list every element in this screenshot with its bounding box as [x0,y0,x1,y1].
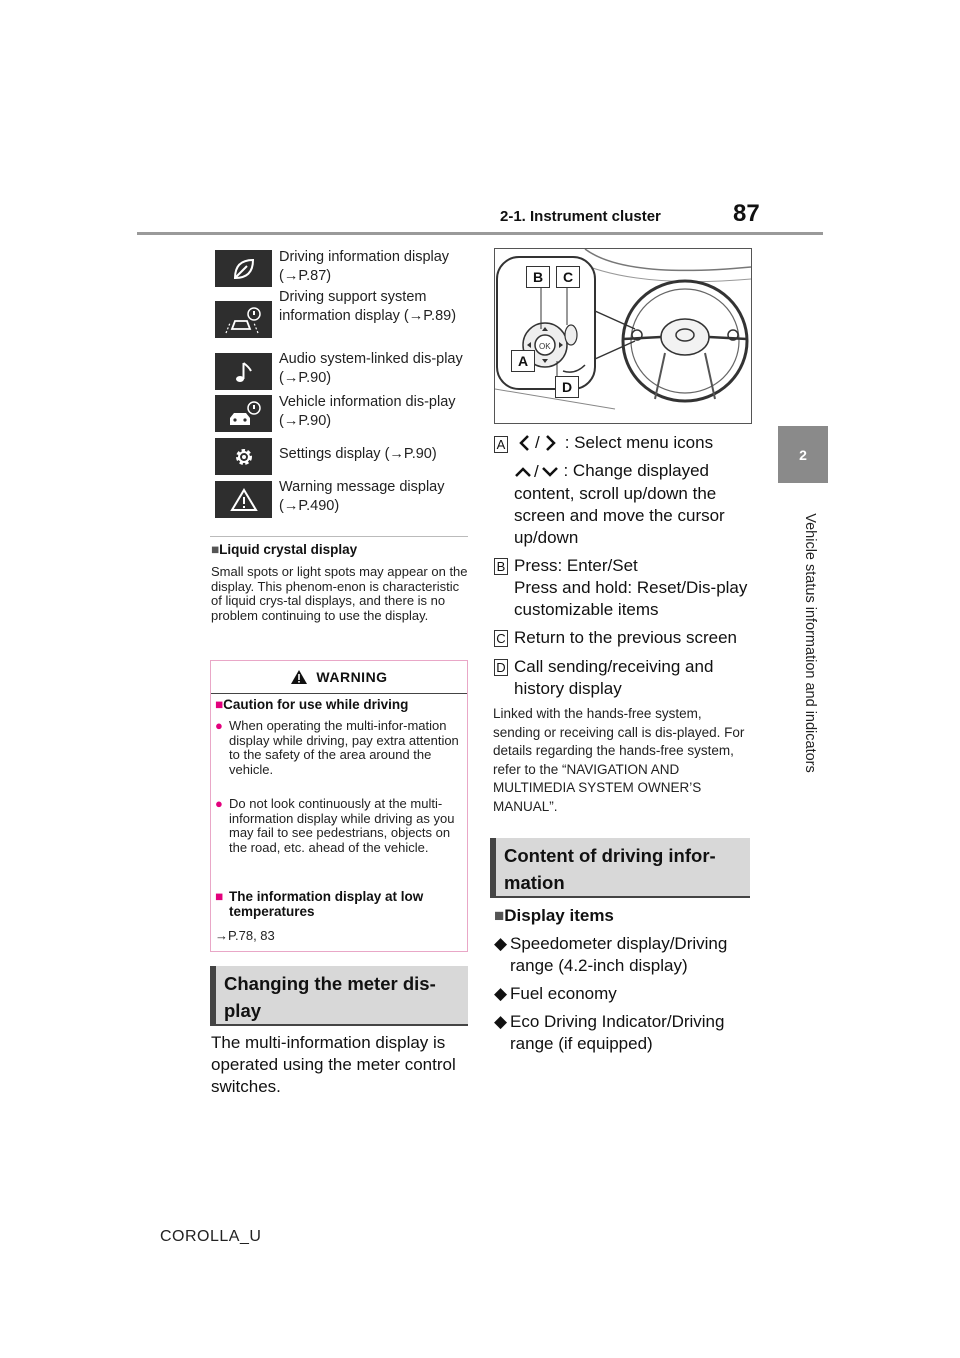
steering-switch-diagram [494,248,752,424]
warning-triangle-icon [290,669,308,685]
vehicle-info-icon [215,395,272,432]
lcd-heading: ■Liquid crystal display [211,542,358,557]
icon-label-driving-support: Driving support system information display (→P.89) [279,289,457,324]
section-title: 2-1. Instrument cluster [500,208,661,225]
driving-support-icon [215,301,272,338]
switch-d-text: Call sending/receiving and history display [514,657,714,698]
warning-ref: →P.78, 83 [215,928,275,943]
lcd-text: Small spots or light spots may appear on the display. This phenom-enon is characteristic of liquid crys-tal displays, and there is no problem continuing to use the display. [211,564,468,623]
warning-triangle-icon [215,481,272,518]
list-item: ◆ Eco Driving Indicator/Driving range (if equipped) [494,1011,754,1055]
icon-label-settings: Settings display (→P.90) [279,446,437,462]
warning-bullet-2-text: Do not look continuously at the multi-information display while driving as you may fail to see pedestrians, objects on the road, etc. ahead of the vehicle. [229,796,455,855]
leaf-icon [215,250,272,287]
switch-a-slash-2: / [534,461,539,481]
chevron-left-icon [518,434,530,452]
label-box-a: A [494,436,508,453]
switch-a-slash-1: / [535,433,540,452]
lcd-heading-text: Liquid crystal display [219,542,358,557]
warning-heading-1: ■Caution for use while driving [215,697,409,712]
chapter-side-title-wrap [790,493,816,793]
label-box-c: C [494,630,508,647]
chevron-up-icon [514,466,532,478]
section-heading-content: Content of driving infor-mation [490,838,750,898]
switch-a-text-2: : Change displayed content, scroll up/down the screen and move the cursor up/down [514,461,725,547]
chapter-tab: 2 [778,426,828,483]
svg-text:OK: OK [539,342,551,351]
icon-label-driving-info: Driving information display (→P.87) [279,249,450,284]
list-item-text: Eco Driving Indicator/Driving range (if equipped) [510,1012,725,1053]
switch-a-text-1: : Select menu icons [564,433,714,452]
diagram-label-b: B [526,266,550,288]
warning-bullet-1-text: When operating the multi-infor-mation display while driving, pay extra attention to the safety of the area around the vehicle. [229,718,459,777]
label-box-d: D [494,659,508,676]
warning-title [211,661,467,694]
music-note-icon [215,353,272,390]
chevron-right-icon [545,434,557,452]
icon-label-vehicle-info: Vehicle information dis-play (→P.90) [279,394,456,429]
warning-box [210,660,468,952]
warning-heading-2-text: The information display at low temperatures [229,889,424,919]
warning-title-text: WARNING [316,669,388,685]
diagram-label-d: D [555,376,579,398]
display-items-heading: ■Display items [494,906,614,925]
switch-a-line2 [514,460,754,549]
hands-free-note: Linked with the hands-free system, sending or receiving call is dis-played. For details regarding the hands-free system, refer to the “NAVIGATION AND MULTIMEDIA SYSTEM OWNER’S MANUAL”. [493,706,745,814]
list-item-text: Speedometer display/Driving range (4.2-inch display) [510,934,728,975]
gear-icon [215,438,272,475]
switch-b-text-2: Press and hold: Reset/Dis-play customizable items [514,578,748,619]
warning-bullet-2: ● Do not look continuously at the multi-information display while driving as you may fail to see pedestrians, objects on the road, etc. ahead of the vehicle. [215,797,465,855]
label-box-b: B [494,558,508,575]
list-item: ◆ Fuel economy [494,983,754,1005]
changing-text: The multi-information display is operated using the meter control switches. [211,1033,456,1096]
chapter-side-title: Vehicle status information and indicators [802,513,818,773]
switch-b-text-1: Press: Enter/Set [514,556,638,575]
warning-heading-2: ■ The information display at low temperatures [215,889,465,919]
footer-model: COROLLA_U [160,1228,262,1245]
diagram-label-c: C [556,266,580,288]
list-item-text: Fuel economy [510,984,617,1003]
warning-heading-1-text: Caution for use while driving [223,697,409,712]
page-number: 87 [733,200,760,227]
display-items-heading-text: Display items [504,906,614,925]
switch-c-text: Return to the previous screen [514,628,738,647]
diagram-label-a: A [511,350,535,372]
list-item: ◆ Speedometer display/Driving range (4.2-inch display) [494,933,754,977]
section-heading-changing: Changing the meter dis-play [210,966,468,1026]
warning-bullet-1: ● When operating the multi-infor-mation display while driving, pay extra attention to the safety of the area around the vehicle. [215,719,465,777]
icon-label-audio: Audio system-linked dis-play (→P.90) [279,351,463,386]
switch-a-line1 [518,432,758,454]
table-rule [210,536,468,537]
icon-label-warning-message: Warning message display (→P.490) [279,479,445,514]
header-rule [137,232,823,235]
chevron-down-icon [541,466,559,478]
